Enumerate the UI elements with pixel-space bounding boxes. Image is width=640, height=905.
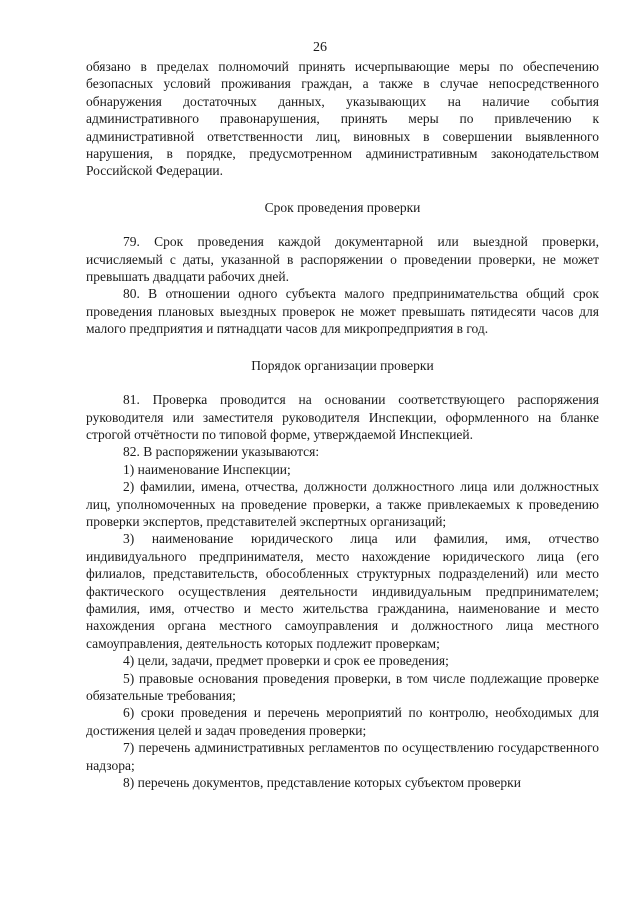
- list-item-2: 2) фамилии, имена, отчества, должности должностного лица или должностных лиц, уполномоченных на проведение проверки, а также привлекаемых к проведению проверки экспертов, представителей экспертных организаций;: [86, 479, 599, 529]
- section-heading-procedure: Порядок организации проверки: [251, 357, 434, 373]
- list-item-8: 8) перечень документов, представление которых субъектом проверки: [123, 775, 521, 791]
- paragraph-82: 82. В распоряжении указываются:: [123, 444, 320, 460]
- list-item-7: 7) перечень административных регламентов по осуществлению государственного надзора;: [86, 740, 599, 773]
- intro-paragraph: обязано в пределах полномочий принять исчерпывающие меры по обеспечению безопасных условий проживания граждан, а также в случае непосредственного обнаружения достаточных данных, указывающих на наличие события административного правонарушения, принять меры по привлечению к административной ответственности лиц, виновных в совершении выявленного нарушения, в порядке, предусмотренном административным законодательством Российской Федерации.: [86, 59, 599, 179]
- paragraph-80: 80. В отношении одного субъекта малого предпринимательства общий срок проведения плановых выездных проверок не может превышать пятидесяти часов для малого предприятия и пятнадцати часов для микропредприятия в год.: [86, 286, 599, 337]
- list-item-4: 4) цели, задачи, предмет проверки и срок ее проведения;: [123, 653, 449, 669]
- section-heading-term: Срок проведения проверки: [264, 199, 421, 215]
- list-item-6: 6) сроки проведения и перечень мероприятий по контролю, необходимых для достижения целей и задач проведения проверки;: [86, 705, 599, 738]
- list-item-1: 1) наименование Инспекции;: [123, 461, 291, 477]
- paragraph-81: 81. Проверка проводится на основании соответствующего распоряжения руководителя или заместителя руководителя Инспекции, оформленного на бланке строгой отчётности по типовой форме, утверждаемой Инспекцией.: [86, 392, 599, 442]
- list-item-3: 3) наименование юридического лица или фамилия, имя, отчество индивидуального предпринимателя, место нахождение юридического лица (его филиалов, представительств, обособленных структурных подразделений) или место фактического осуществления деятельности индивидуальным предпринимателем; фамилия, имя, отчество и место жительства гражданина, наименование и место нахождения органа местного самоуправления и должностного лица местного самоуправления, деятельность которых подлежит проверкам;: [86, 531, 599, 651]
- paragraph-79: 79. Срок проведения каждой документарной или выездной проверки, исчисляемый с даты, указанной в распоряжении о проведении проверки, не может превышать двадцати рабочих дней.: [86, 234, 599, 285]
- list-item-5: 5) правовые основания проведения проверки, в том числе подлежащие проверке обязательные требования;: [86, 670, 599, 703]
- page-content: [86, 58, 599, 791]
- page-number: 26: [313, 40, 327, 55]
